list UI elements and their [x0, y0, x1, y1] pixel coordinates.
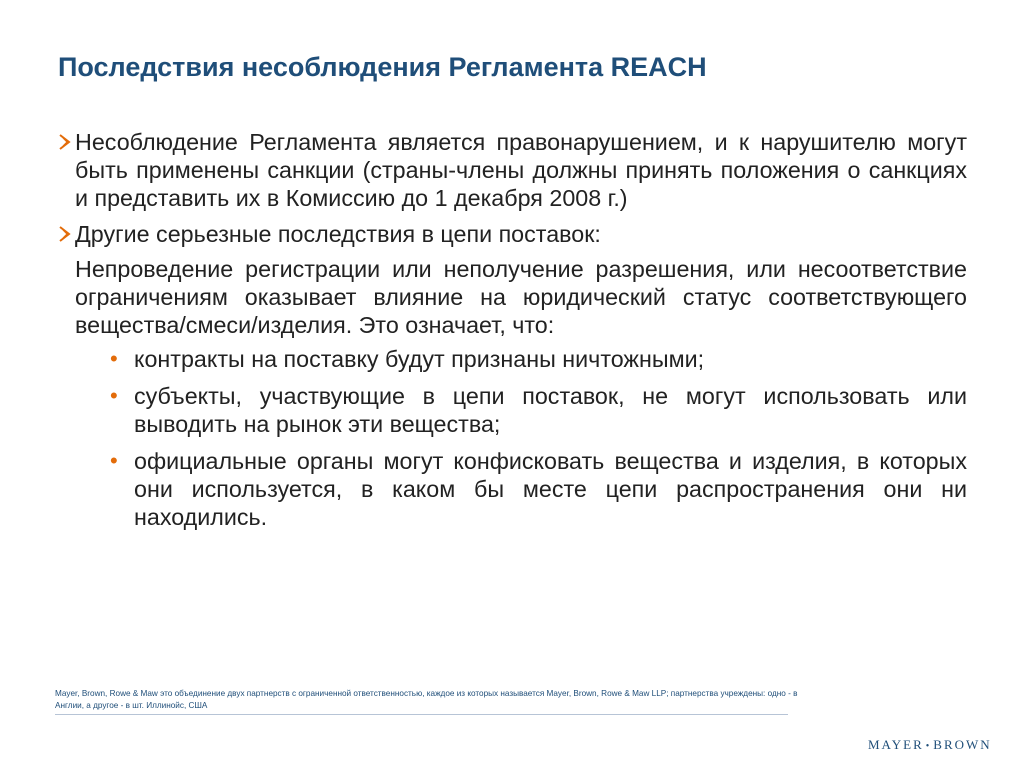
arrow-bullet-icon — [58, 131, 72, 153]
arrow-bullet-icon — [58, 223, 72, 245]
bullet-point-sanctions — [55, 128, 967, 212]
list-item — [55, 447, 967, 531]
consequences-list — [55, 345, 967, 531]
slide-body — [55, 128, 967, 540]
logo-right-text: BROWN — [933, 737, 992, 752]
bullet-dot-icon: • — [110, 448, 118, 473]
list-item-text: официальные органы могут конфисковать вещества и изделия, в которых они используется, в каком бы месте цепи распространения они ни находились. — [134, 448, 967, 530]
consequences-paragraph: Непроведение регистрации или неполучение разрешения, или несоответствие ограничениям оказывает влияние на юридический статус соответствующего вещества/смеси/изделия. Это означает, что: — [75, 256, 967, 338]
slide-title: Последствия несоблюдения Регламента REACH — [58, 52, 707, 82]
bullet-dot-icon: • — [110, 383, 118, 408]
list-item-text: субъекты, участвующие в цепи поставок, не могут использовать или выводить на рынок эти вещества; — [134, 383, 967, 437]
bullet-point-text: Несоблюдение Регламента является правонарушением, и к нарушителю могут быть применены санкции (страны-члены должны принять положения о санкциях и представить их в Комиссию до 1 декабря 2008 г.) — [75, 129, 967, 211]
list-item — [55, 382, 967, 438]
list-item-text: контракты на поставку будут признаны ничтожными; — [134, 346, 705, 372]
footer-legal-note: Mayer, Brown, Rowe & Maw это объединение двух партнерств с ограниченной ответственностью, каждое из которых называется Mayer, Brown, Rowe & Maw LLP; партнерства учреждены: одно - в Англии, а другое - в шт. Иллинойс, США — [55, 689, 798, 710]
mayer-brown-logo — [868, 737, 992, 753]
list-item — [55, 345, 967, 373]
bullet-dot-icon: • — [110, 346, 118, 371]
footer-divider — [55, 714, 788, 715]
logo-left-text: MAYER — [868, 737, 924, 752]
bullet-point-text: Другие серьезные последствия в цепи поставок: — [75, 221, 601, 247]
bullet-point-supply-chain — [55, 220, 967, 248]
logo-separator: • — [925, 741, 932, 752]
